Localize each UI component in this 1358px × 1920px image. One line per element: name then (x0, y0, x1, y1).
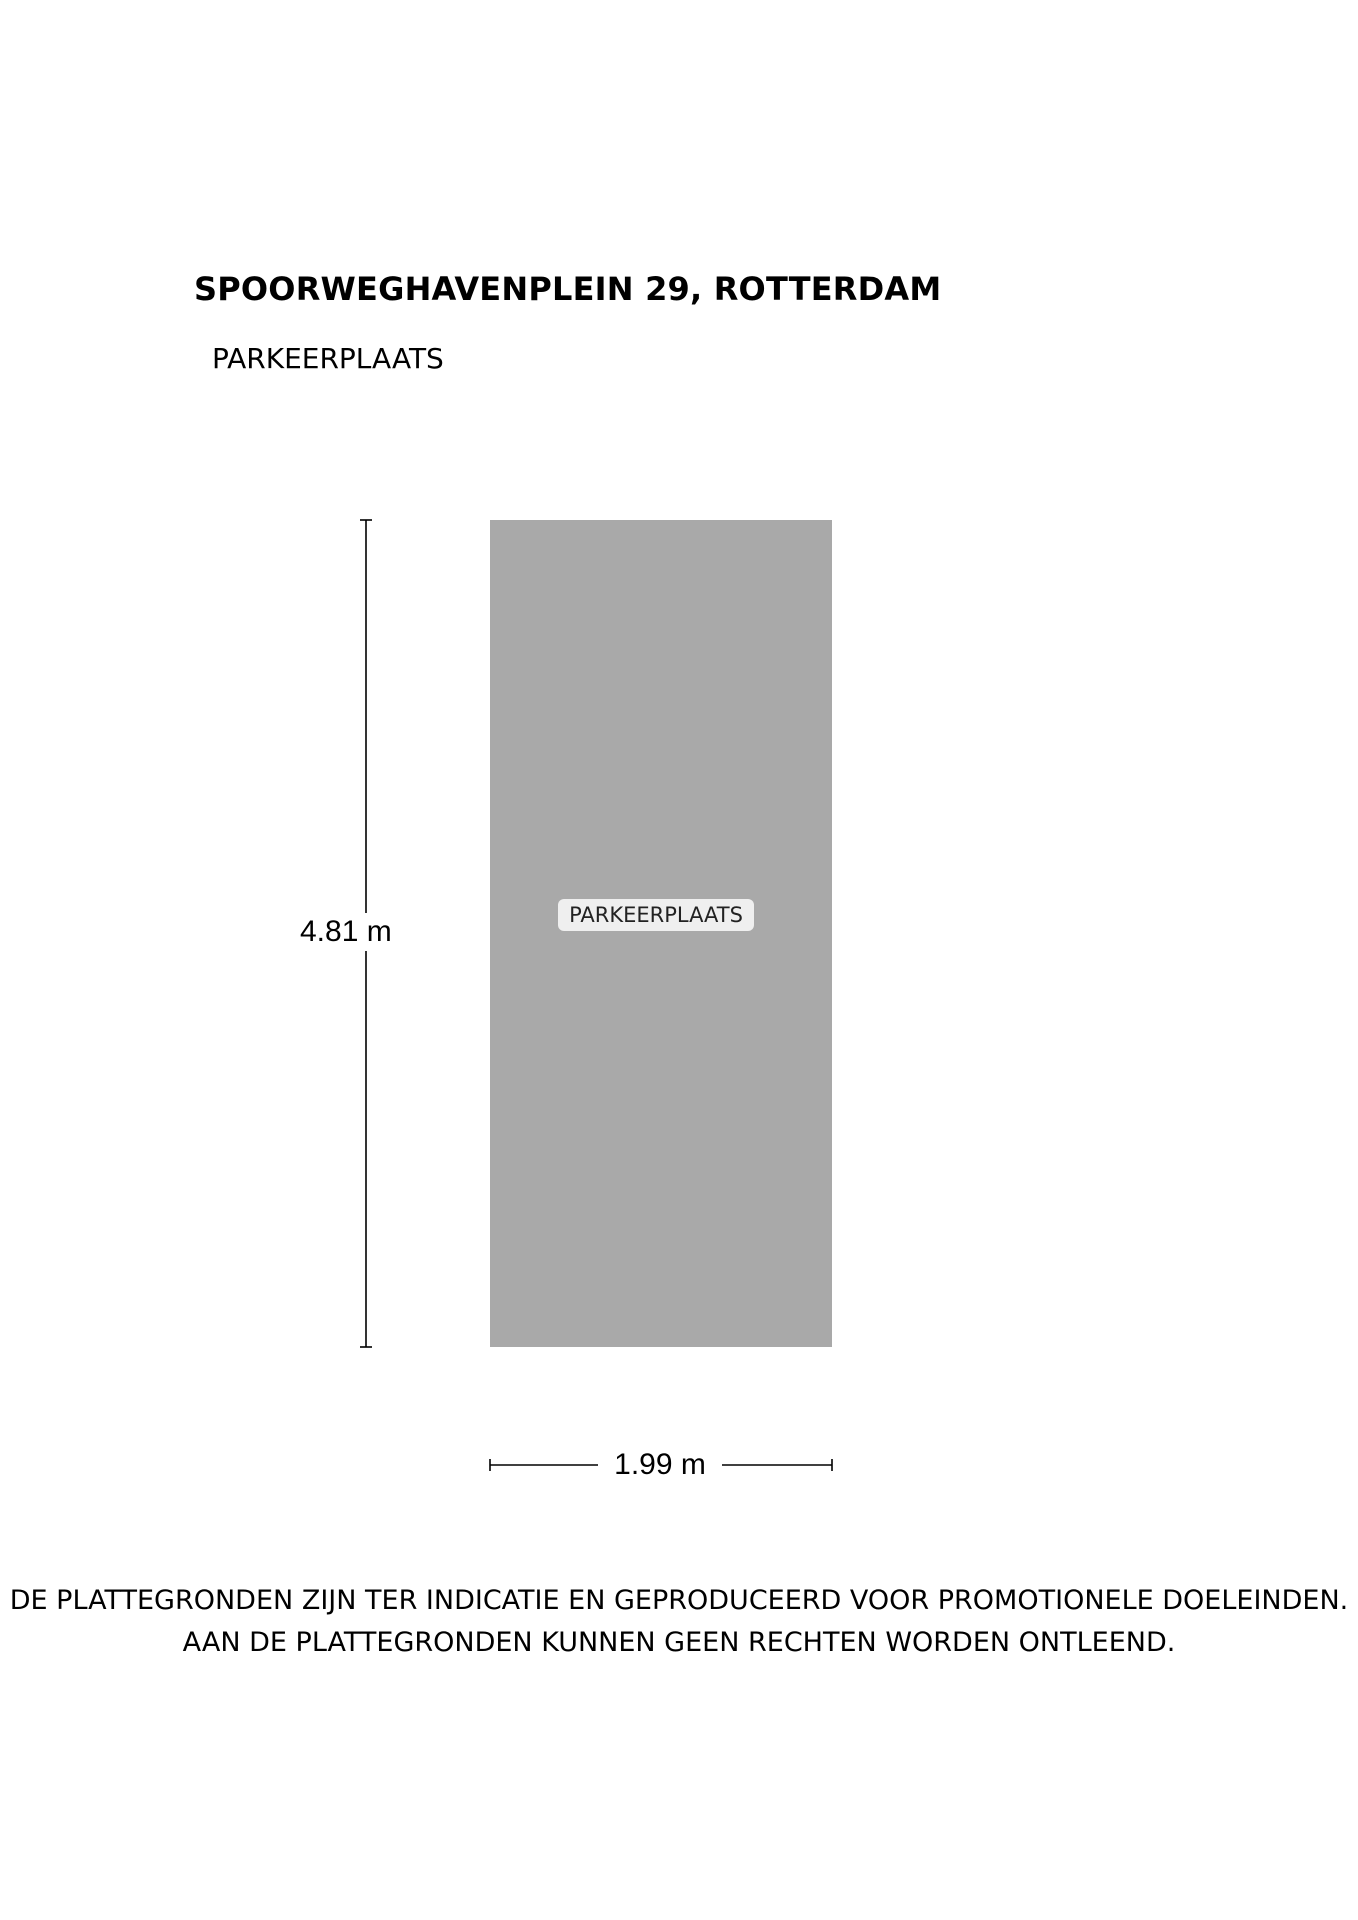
room-label: PARKEERPLAATS (558, 899, 754, 931)
disclaimer-line-2: AAN DE PLATTEGRONDEN KUNNEN GEEN RECHTEN WORDEN ONTLEEND. (182, 1627, 1176, 1658)
page-subtitle: PARKEERPLAATS (212, 342, 444, 375)
disclaimer (0, 1580, 1358, 1664)
parking-space-area (490, 520, 832, 1347)
width-dimension-label: 1.99 m (598, 1448, 722, 1482)
disclaimer-line-1: DE PLATTEGRONDEN ZIJN TER INDICATIE EN GEPRODUCEERD VOOR PROMOTIONELE DOELEINDEN. (9, 1585, 1349, 1616)
page-title: SPOORWEGHAVENPLEIN 29, ROTTERDAM (194, 270, 942, 308)
height-dimension-label: 4.81 m (300, 913, 392, 951)
